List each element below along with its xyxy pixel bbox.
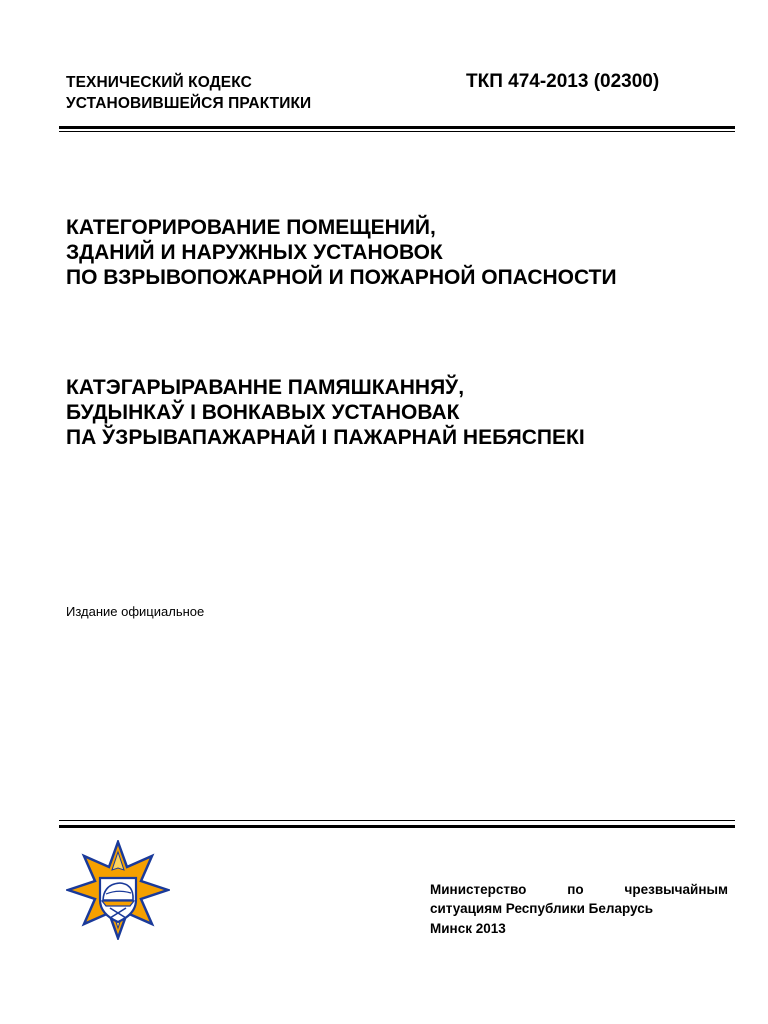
code-type-line2: УСТАНОВИВШЕЙСЯ ПРАКТИКИ bbox=[66, 95, 312, 112]
title-russian bbox=[66, 215, 617, 290]
title-be-line3: ПА ЎЗРЫВАПАЖАРНАЙ І ПАЖАРНАЙ НЕБЯСПЕКІ bbox=[66, 426, 585, 449]
publisher-line2: ситуациям Республики Беларусь bbox=[430, 901, 654, 916]
code-type bbox=[66, 72, 311, 114]
city-year: Минск 2013 bbox=[430, 921, 506, 936]
header-rule-thin bbox=[59, 131, 735, 132]
title-be-line1: КАТЭГАРЫРАВАННЕ ПАМЯШКАННЯЎ, bbox=[66, 376, 465, 399]
publisher bbox=[430, 880, 728, 918]
footer-rule-thick bbox=[59, 825, 735, 828]
header-rule-thick bbox=[59, 126, 735, 129]
title-ru-line3: ПО ВЗРЫВОПОЖАРНОЙ И ПОЖАРНОЙ ОПАСНОСТИ bbox=[66, 266, 617, 289]
publisher-word-2: по bbox=[567, 882, 584, 897]
footer-rule-thin bbox=[59, 820, 735, 821]
edition-note: Издание официальное bbox=[66, 604, 205, 619]
title-belarusian bbox=[66, 375, 585, 450]
title-be-line2: БУДЫНКАЎ І ВОНКАВЫХ УСТАНОВАК bbox=[66, 401, 460, 424]
title-ru-line2: ЗДАНИЙ И НАРУЖНЫХ УСТАНОВОК bbox=[66, 241, 443, 264]
emergency-ministry-emblem-icon bbox=[66, 840, 170, 940]
emblem-helmet-brim bbox=[102, 901, 134, 906]
publisher-line1 bbox=[430, 880, 728, 899]
title-ru-line1: КАТЕГОРИРОВАНИЕ ПОМЕЩЕНИЙ, bbox=[66, 216, 436, 239]
document-number: ТКП 474-2013 (02300) bbox=[466, 71, 660, 92]
code-type-line1: ТЕХНИЧЕСКИЙ КОДЕКС bbox=[66, 74, 252, 91]
publisher-word-3: чрезвычайным bbox=[624, 882, 728, 897]
publisher-word-1: Министерство bbox=[430, 882, 527, 897]
